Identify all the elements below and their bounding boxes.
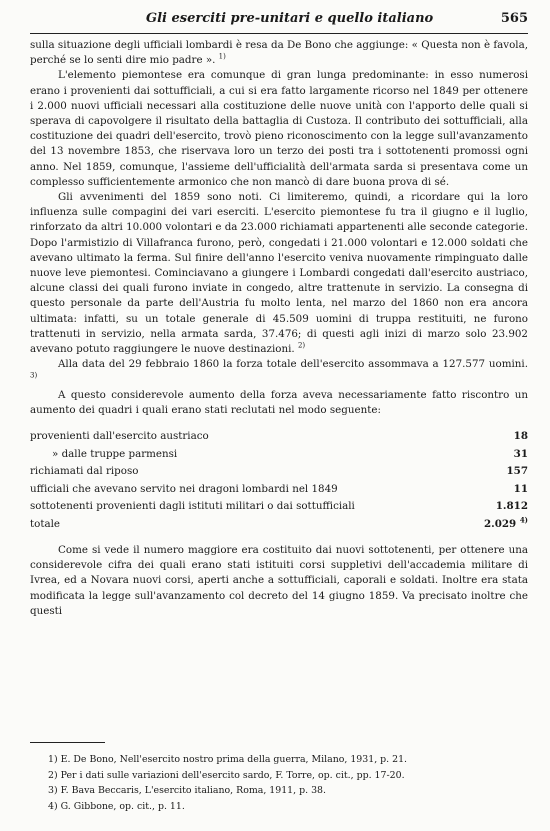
row-label: richiamati dal riposo xyxy=(30,465,139,478)
row-label: » dalle truppe parmensi xyxy=(52,447,178,460)
footnote-3: 3) F. Bava Beccaris, L'esercito italiano, Roma, 1911, p. 38. xyxy=(48,785,326,796)
row-value: 157 xyxy=(506,465,528,478)
footnote-ref-4: 4) xyxy=(519,515,528,525)
row-value: 18 xyxy=(513,430,528,443)
table-row xyxy=(30,463,528,481)
row-value: 11 xyxy=(513,482,528,495)
table-row xyxy=(30,446,528,464)
footnote-divider xyxy=(30,742,105,743)
table-row xyxy=(30,428,528,446)
page-number: 565 xyxy=(500,11,528,26)
row-label: sottotenenti provenienti dagli istituti militari o dai sottufficiali xyxy=(30,500,355,513)
row-value: 2.029 $^{4)}$ xyxy=(483,515,528,530)
footnote-4: 4) G. Gibbone, op. cit., p. 11. xyxy=(48,800,185,812)
row-value: 1.812 xyxy=(495,500,528,513)
running-header xyxy=(30,9,528,34)
paragraph-4: Alla data del 29 febbraio 1860 la forza totale dell'esercito assommava a 127.577 uomini. $^{3)}$ xyxy=(30,358,528,381)
paragraph-3: Gli avvenimenti del 1859 sono noti. Ci limiteremo, quindi, a ricordare qui la loro influenza sulle compagini dei vari eserciti. L'esercito piemontese fu tra il giugno e il luglio, rinforzato da altri 10.000 volontari e da 23.000 richiamati appartenenti alle seconde categorie. Dopo l'armistizio di Villafranca furono, però, congedati i 21.000 volontari e 12.000 soldati che avevano ultimato la ferma. Sul finire dell'anno l'esercito veniva nuovamente rimpinguato dalle nuove leve piemontesi. Cominciavano a giungere i Lombardi congedati dall'esercito austriaco, alcune classi dei quali furono inviate in congedo, altre trattenute in servizio. La consegna di questo personale da parte dell'Austria fu molto lenta, nel marzo del 1860 non era ancora ultimata: infatti, su un totale generale di 45.509 uomini di truppa restituiti, ne furono trattenuti in servizio, nella armata sarda, 37.476; di questi agli inizi di marzo solo 23.902 avevano potuto raggiungere le nuove destinazioni. $^{2)}$ xyxy=(30,191,528,356)
row-label: ufficiali che avevano servito nei dragoni lombardi nel 1849 xyxy=(30,482,338,495)
paragraph-6: Come si vede il numero maggiore era costituito dai nuovi sottotenenti, per ottenere una considerevole cifra dei quali erano stati istituiti corsi suppletivi dell'accademia militare di Ivrea, ed a Novara nuovi corsi, aperti anche a sottufficiali, caporali e soldati. Inoltre era stata modificata la legge sull'avanzamento col decreto del 14 giugno 1859. Va precisato inoltre che questi xyxy=(30,544,528,617)
footnote-1: 1) E. De Bono, Nell'esercito nostro prima della guerra, Milano, 1931, p. 21. xyxy=(48,754,408,765)
row-label: totale xyxy=(30,517,61,530)
paragraph-1: sulla situazione degli ufficiali lombardi è resa da De Bono che aggiunge: « Questa non è favola, perché se lo senti dire mio padre ». $^{1)}$ xyxy=(30,39,528,67)
footnote-ref-2: 2) xyxy=(297,341,306,350)
table-row-total xyxy=(30,516,528,534)
row-value: 31 xyxy=(513,447,528,460)
running-title: Gli eserciti pre-unitari e quello italiano xyxy=(146,11,434,26)
table-row xyxy=(30,498,528,516)
paragraph-5: A questo considerevole aumento della forza aveva necessariamente fatto riscontro un aumento dei quadri i quali erano stati reclutati nel modo seguente: xyxy=(30,388,528,416)
footnote-ref-1: 1) xyxy=(218,52,226,61)
body-text xyxy=(30,38,528,619)
table-row xyxy=(30,481,528,499)
row-label: provenienti dall'esercito austriaco xyxy=(30,430,209,443)
paragraph-2: L'elemento piemontese era comunque di gran lunga predominante: in esso numerosi erano i provenienti dai sottufficiali, a cui si era fatto largamente ricorso nel 1849 per ottenere i 2.000 nuovi ufficiali necessari alla costituzione delle nuove unità con l'apporto delle quali si sperava di capovolgere il risultato della battaglia di Custoza. Il contributo dei sottufficiali, alla costituzione dei quadri dell'esercito, trovò pieno riconoscimento con la legge sull'avanzamento del 13 novembre 1853, che riservava loro un terzo dei posti tra i sottotenenti promossi ogni anno. Nel 1859, comunque, l'assieme dell'ufficialità dell'armata sarda si presentava come un complesso sufficientemente armonico che non mancò di dare buona prova di sé. xyxy=(30,69,528,188)
officers-table xyxy=(30,428,528,533)
footnotes xyxy=(48,752,528,814)
footnote-ref-3: 3) xyxy=(30,372,38,381)
footnote-2: 2) Per i dati sulle variazioni dell'esercito sardo, F. Torre, op. cit., pp. 17-20. xyxy=(48,769,405,781)
